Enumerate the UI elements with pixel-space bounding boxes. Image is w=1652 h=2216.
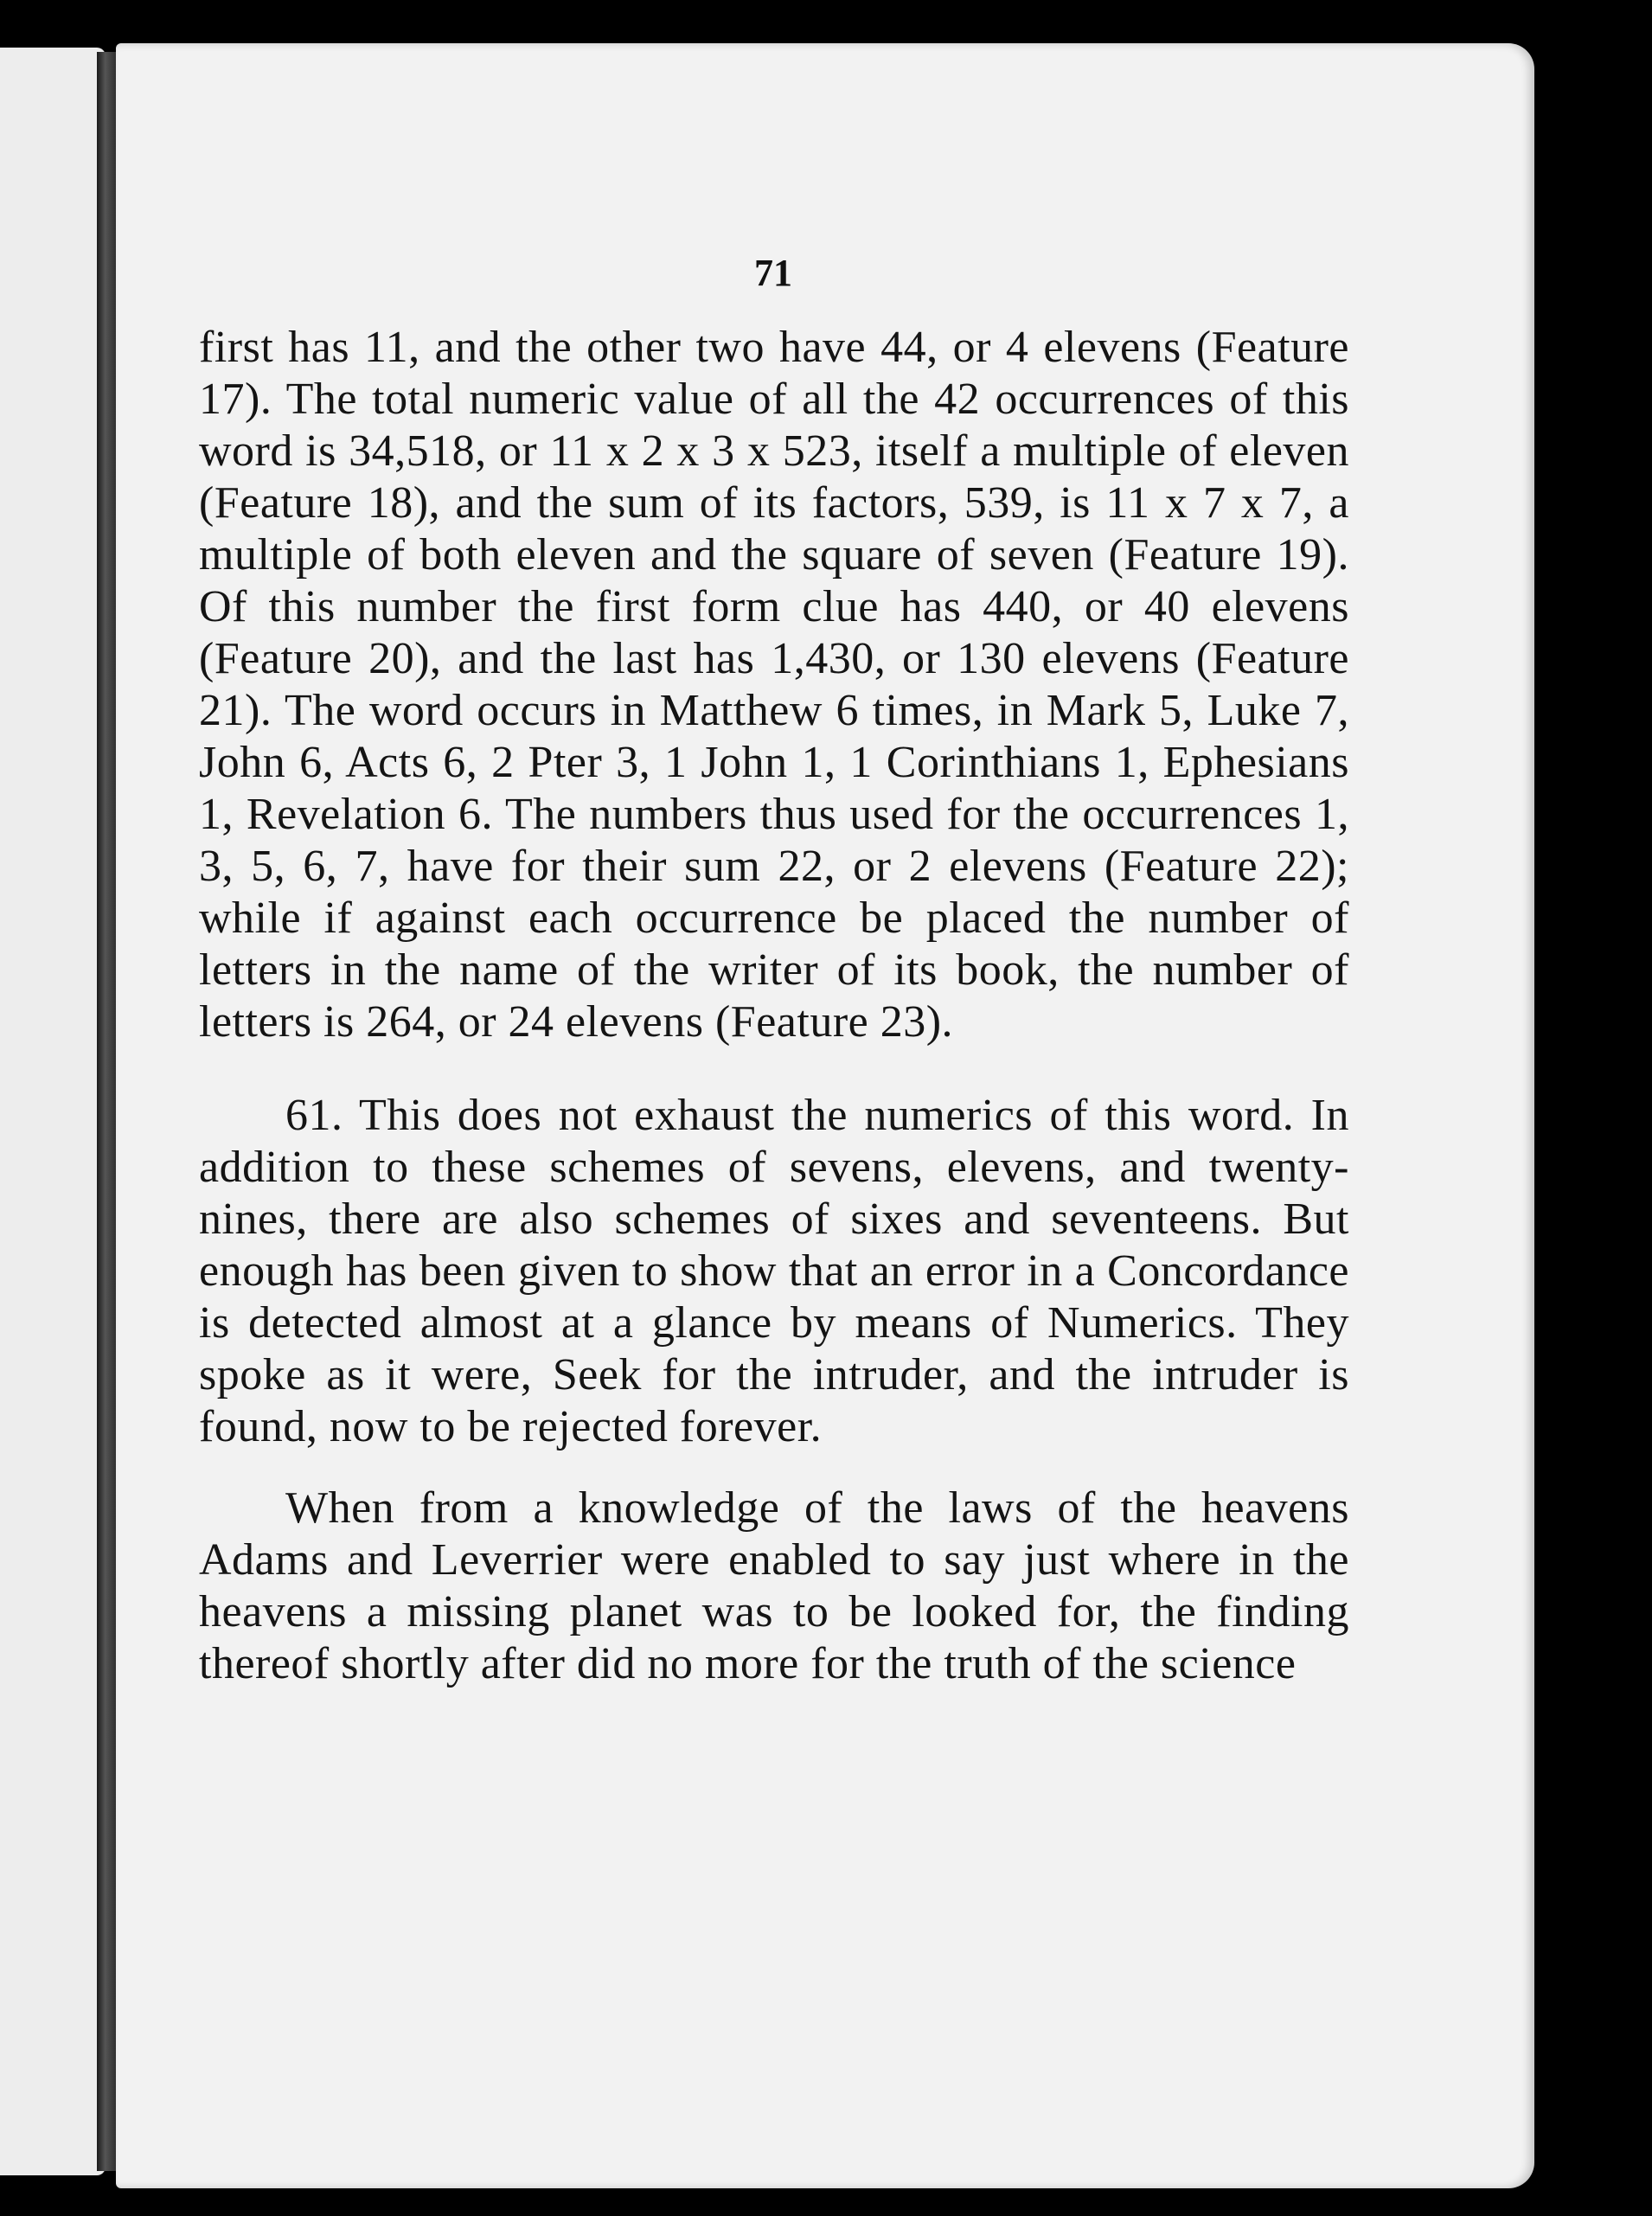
book-gutter — [97, 52, 118, 2171]
paragraph-planet: When from a knowledge of the laws of the heavens Adams and Leverrier were enabled to say just where in the heavens a missing planet was to be looked for, the finding thereof shortly after did no more for the truth of the science — [199, 1483, 1349, 1688]
facing-page-edge — [0, 48, 106, 2175]
paragraph-61: 61. This does not exhaust the numerics of this word. In addition to these schemes of sevens, elevens, and twenty-nines, there are also schemes of sixes and seventeens. But enough has been given to show that an error in a Concordance is detected almost at a glance by means of Numerics. They spoke as it were, Seek for the intruder, and the intruder is found, now to be rejected forever. — [199, 1091, 1349, 1451]
page-text — [199, 322, 1349, 1690]
page-number: 71 — [754, 252, 792, 294]
paragraph-continuation: first has 11, and the other two have 44, or 4 elevens (Feature 17). The total numeric value of all the 42 occurrences of this word is 34,518, or 11 x 2 x 3 x 523, itself a multiple of eleven (Feature 18), and the sum of its factors, 539, is 11 x 7 x 7, a multiple of both eleven and the square of seven (Feature 19). Of this number the first form clue has 440, or 40 elevens (Feature 20), and the last has 1,430, or 130 elevens (Feature 21). The word occurs in Matthew 6 times, in Mark 5, Luke 7, John 6, Acts 6, 2 Pter 3, 1 John 1, 1 Corinthians 1, Ephesians 1, Revelation 6. The numbers thus used for the occurrences 1, 3, 5, 6, 7, have for their sum 22, or 2 elevens (Feature 22); while if against each occurrence be placed the number of letters in the name of the writer of its book, the number of letters is 264, or 24 elevens (Feature 23). — [199, 323, 1349, 1047]
